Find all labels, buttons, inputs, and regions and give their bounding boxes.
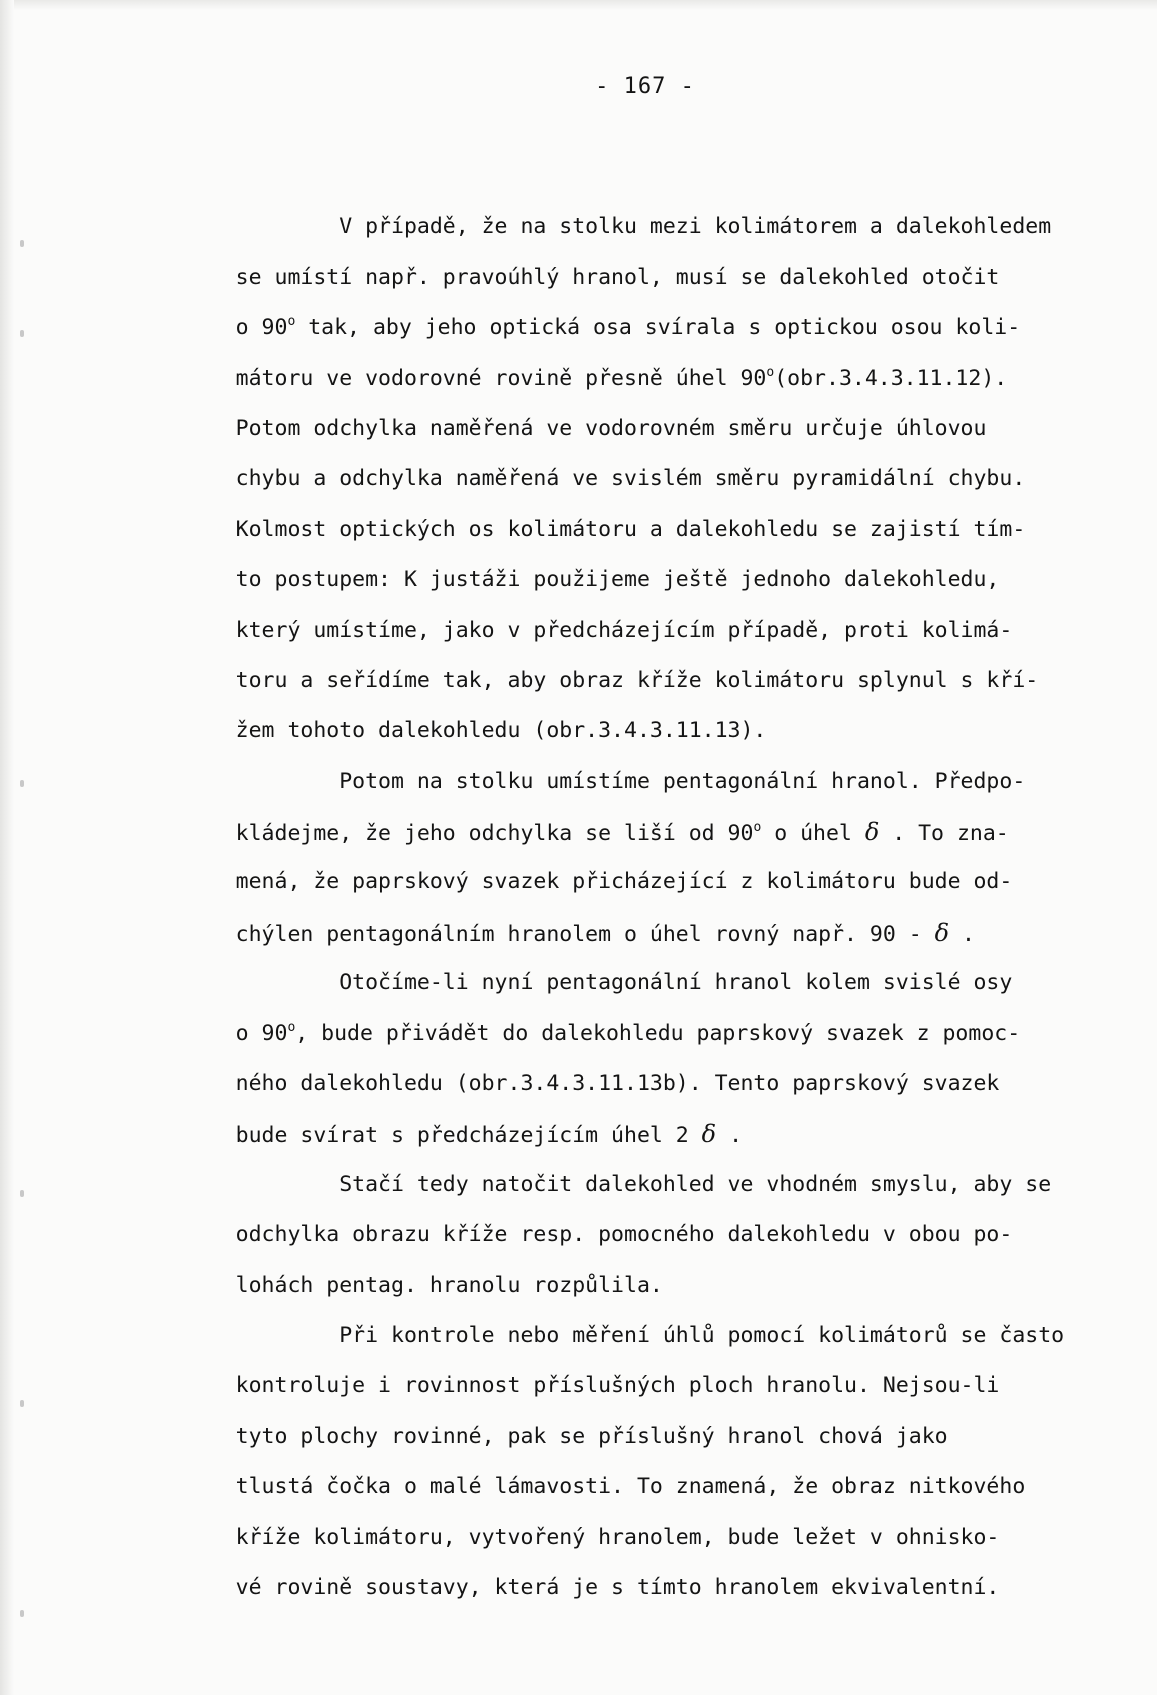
- text-run: kontroluje i rovinnost příslušných ploch hranolu. Nejsou-li: [235, 1373, 1000, 1399]
- text-run: Potom na stolku umístíme pentagonální hranol. Předpo-: [235, 768, 1026, 794]
- text-run: (obr.3.4.3.11.12).: [774, 365, 1008, 391]
- text-run: .: [716, 1123, 743, 1149]
- delta-symbol: δ: [934, 918, 950, 947]
- text-run: tlustá čočka o malé lámavosti. To znamená, že obraz nitkového: [235, 1474, 1026, 1500]
- text-run: .: [949, 921, 975, 947]
- scan-edge-shade: [0, 0, 14, 1695]
- text-run: který umístíme, jako v předcházejícím případě, proti kolimá-: [235, 617, 1013, 643]
- text-run: tak, aby jeho optická osa svírala s optickou osou koli-: [295, 315, 1021, 341]
- text-run: bude svírat s předcházejícím úhel 2: [235, 1123, 702, 1149]
- degree-superscript: o: [766, 364, 775, 380]
- delta-symbol: δ: [701, 1120, 717, 1149]
- text-run: to postupem: K justáži použijeme ještě jednoho dalekohledu,: [235, 567, 1000, 593]
- degree-superscript: o: [287, 1019, 296, 1035]
- text-line: [158, 152, 1113, 240]
- text-run: Stačí tedy natočit dalekohled ve vhodném smyslu, aby se: [235, 1171, 1052, 1197]
- text-run: se umístí např. pravoúhlý hranol, musí se dalekohled otočit: [235, 264, 1000, 290]
- text-run: . To zna-: [879, 821, 1009, 847]
- text-run: mená, že paprskový svazek přicházející z kolimátoru bude od-: [235, 869, 1013, 895]
- body-text: [158, 152, 1113, 1600]
- page-number: - 167 -: [595, 74, 695, 99]
- text-run: Kolmost optických os kolimátoru a dalekohledu se zajistí tím-: [235, 516, 1026, 542]
- text-run: toru a seřídíme tak, aby obraz kříže kolimátoru splynul s kří-: [235, 667, 1039, 693]
- text-run: žem tohoto dalekohledu (obr.3.4.3.11.13).: [235, 718, 767, 744]
- punch-mark: [20, 330, 24, 337]
- text-run: o 90: [235, 315, 288, 341]
- text-run: o 90: [235, 1020, 288, 1046]
- text-run: lohách pentag. hranolu rozpůlila.: [235, 1272, 663, 1298]
- text-run: ného dalekohledu (obr.3.4.3.11.13b). Tento paprskový svazek: [235, 1071, 1000, 1097]
- scan-top-shade: [0, 0, 1157, 10]
- punch-mark: [20, 1610, 24, 1617]
- punch-mark: [20, 780, 24, 787]
- text-run: odchylka obrazu kříže resp. pomocného dalekohledu v obou po-: [235, 1222, 1013, 1248]
- degree-superscript: o: [753, 820, 762, 836]
- text-run: kříže kolimátoru, vytvořený hranolem, bude ležet v ohnisko-: [235, 1524, 1000, 1550]
- text-run: Otočíme-li nyní pentagonální hranol kolem svislé osy: [235, 970, 1013, 996]
- text-run: chýlen pentagonálním hranolem o úhel rovný např. 90 -: [235, 921, 935, 947]
- text-run: mátoru ve vodorovné rovině přesně úhel 90: [235, 365, 767, 391]
- text-run: , bude přivádět do dalekohledu paprskový svazek z pomoc-: [295, 1020, 1021, 1046]
- text-run: Při kontrole nebo měření úhlů pomocí kolimátorů se často: [235, 1323, 1065, 1348]
- text-run: kládejme, že jeho odchylka se liší od 90: [235, 821, 754, 847]
- text-run: vé rovině soustavy, která je s tímto hranolem ekvivalentní.: [235, 1574, 1000, 1600]
- text-run: o úhel: [761, 821, 865, 847]
- delta-symbol: δ: [864, 818, 880, 847]
- text-run: tyto plochy rovinné, pak se příslušný hranol chová jako: [235, 1423, 948, 1449]
- degree-superscript: o: [287, 314, 296, 330]
- punch-mark: [20, 1400, 24, 1407]
- punch-mark: [20, 1190, 24, 1197]
- text-run: V případě, že na stolku mezi kolimátorem a dalekohledem: [235, 214, 1052, 240]
- punch-mark: [20, 240, 24, 247]
- text-run: Potom odchylka naměřená ve vodorovném směru určuje úhlovou: [235, 415, 987, 441]
- text-run: chybu a odchylka naměřená ve svislém směru pyramidální chybu.: [235, 466, 1026, 492]
